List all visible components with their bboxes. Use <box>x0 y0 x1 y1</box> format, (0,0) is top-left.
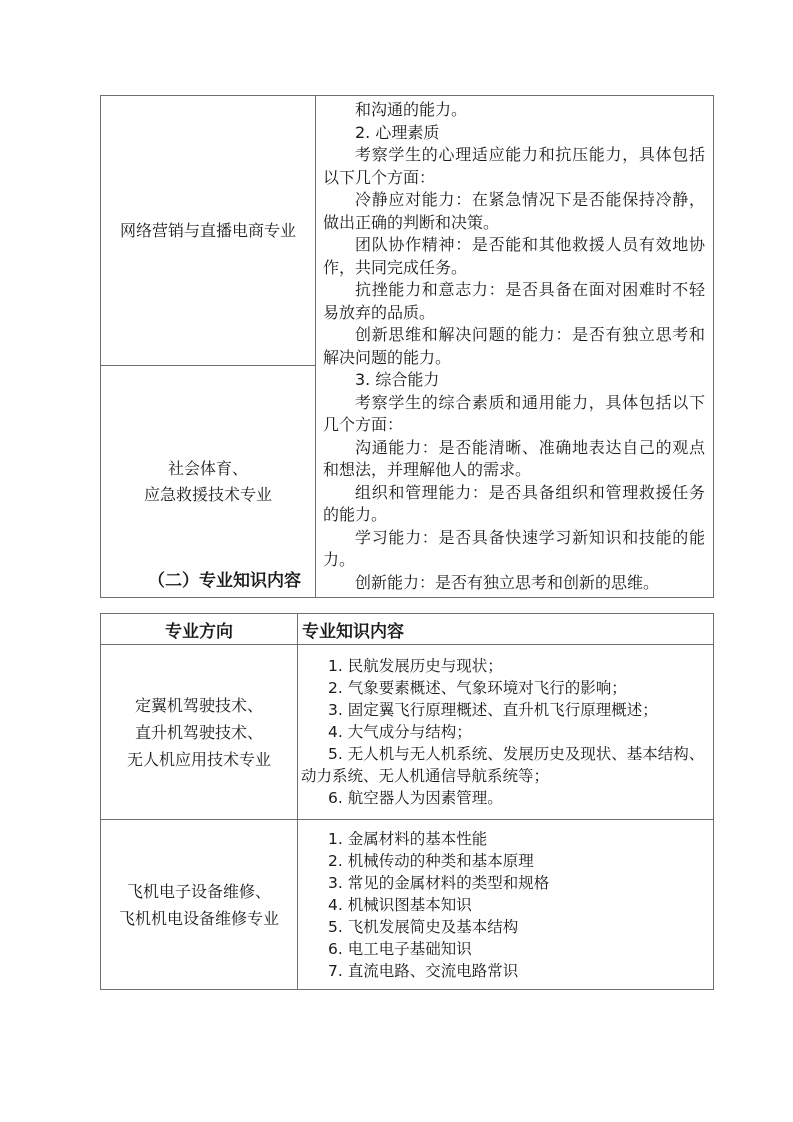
knowledge-item: 3. 常见的金属材料的类型和规格 <box>328 873 550 892</box>
criteria-text-cell <box>316 96 714 598</box>
knowledge-item: 4. 大气成分与结构； <box>328 723 472 741</box>
table-row <box>101 645 714 820</box>
knowledge-item: 6. 电工电子基础知识 <box>328 939 472 958</box>
knowledge-item: 4. 机械识图基本知识 <box>328 895 472 914</box>
knowledge-item: 5. 无人机与无人机系统、发展历史及现状、基本结构、动力系统、无人机通信导航系统等； <box>301 745 705 785</box>
table-row <box>101 820 714 990</box>
header-knowledge-content: 专业知识内容 <box>298 614 714 645</box>
knowledge-item: 6. 航空器人为因素管理。 <box>328 789 503 807</box>
criteria-paragraph: 冷静应对能力：在紧急情况下是否能保持冷静，做出正确的判断和决策。 <box>323 190 705 232</box>
knowledge-items-cell-aviation <box>298 645 714 820</box>
header-major-direction: 专业方向 <box>101 614 298 645</box>
knowledge-item: 1. 金属材料的基本性能 <box>328 829 488 848</box>
major-line: 无人机应用技术专业 <box>126 749 271 769</box>
criteria-paragraph: 创新思维和解决问题的能力：是否有独立思考和解决问题的能力。 <box>323 325 705 367</box>
major-line: 网络营销与直播电商专业 <box>119 220 296 240</box>
criteria-paragraph: 学习能力：是否具备快速学习新知识和技能的能力。 <box>323 527 705 569</box>
knowledge-item: 7. 直流电路、交流电路常识 <box>328 961 519 980</box>
table-header-row <box>101 614 714 645</box>
table-row <box>101 96 714 366</box>
knowledge-item: 2. 气象要素概述、气象环境对飞行的影响； <box>328 679 627 697</box>
major-line: 飞机电子设备维修、 <box>126 881 271 901</box>
criteria-paragraph: 创新能力：是否有独立思考和创新的思维。 <box>355 572 660 592</box>
criteria-paragraph: 考察学生的心理适应能力和抗压能力，具体包括以下几个方面： <box>323 145 705 187</box>
major-line: 社会体育、 <box>167 458 248 478</box>
major-cell-aircraft-maintenance <box>101 820 298 990</box>
assessment-criteria-table <box>100 95 714 598</box>
knowledge-item: 3. 固定翼飞行原理概述、直升机飞行原理概述； <box>328 701 658 719</box>
criteria-paragraph: 2. 心理素质 <box>355 122 440 142</box>
criteria-paragraph: 3. 综合能力 <box>355 370 440 389</box>
major-line: 定翼机驾驶技术、 <box>134 695 263 715</box>
criteria-paragraph: 团队协作精神：是否能和其他救援人员有效地协作，共同完成任务。 <box>323 235 705 277</box>
major-line: 应急救援技术专业 <box>143 484 272 504</box>
criteria-paragraph: 组织和管理能力：是否具备组织和管理救援任务的能力。 <box>323 482 705 524</box>
major-line: 直升机驾驶技术、 <box>134 722 263 742</box>
criteria-paragraph: 沟通能力：是否能清晰、准确地表达自己的观点和想法，并理解他人的需求。 <box>323 437 705 479</box>
major-cell-aviation-pilot <box>101 645 298 820</box>
criteria-paragraph: 和沟通的能力。 <box>355 100 468 119</box>
criteria-paragraph: 抗挫能力和意志力：是否具备在面对困难时不轻易放弃的品质。 <box>323 280 705 322</box>
knowledge-content-table <box>100 613 714 990</box>
major-cell-sports-rescue <box>101 366 316 598</box>
major-line: 飞机机电设备维修专业 <box>118 908 279 928</box>
knowledge-item: 2. 机械传动的种类和基本原理 <box>328 851 534 870</box>
section-heading: （二）专业知识内容 <box>148 571 301 591</box>
knowledge-item: 1. 民航发展历史与现状； <box>328 657 503 675</box>
major-cell-ecommerce <box>101 96 316 366</box>
criteria-paragraph: 考察学生的综合素质和通用能力，具体包括以下几个方面： <box>323 392 705 434</box>
knowledge-items-cell-maintenance <box>298 820 714 990</box>
knowledge-item: 5. 飞机发展简史及基本结构 <box>328 917 519 936</box>
